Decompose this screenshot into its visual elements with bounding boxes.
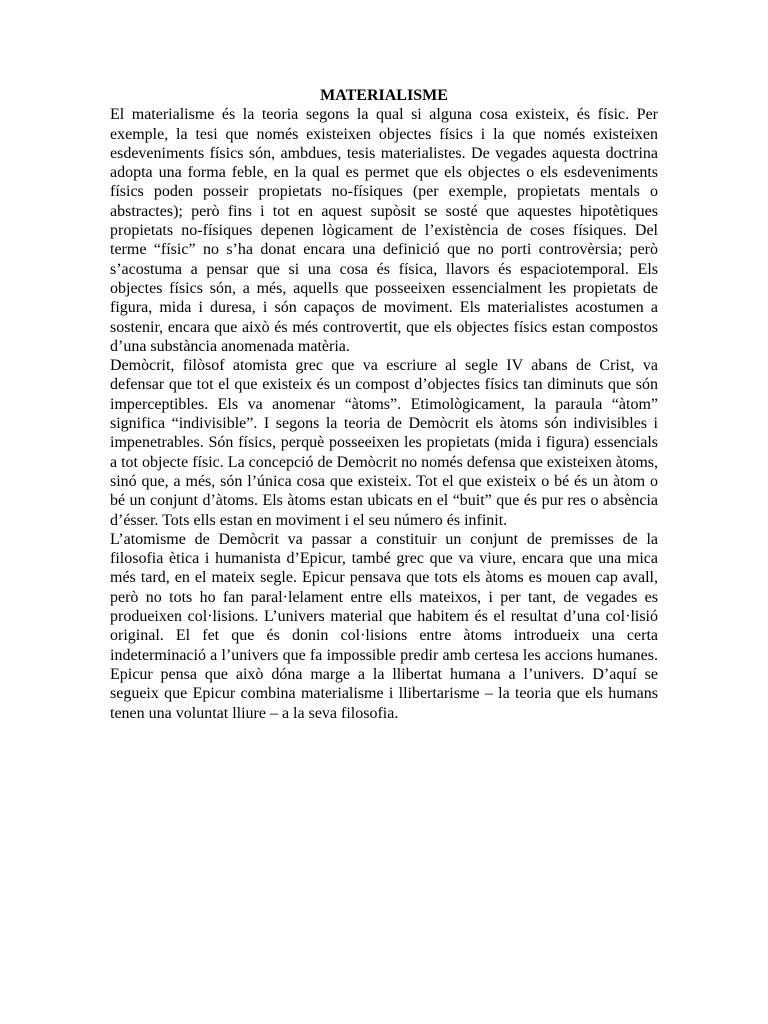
document-title: MATERIALISME [320, 87, 448, 104]
paragraph-epicurus: L’atomisme de Demòcrit va passar a constituir un conjunt de premisses de la filosofia ètica i humanista d’Epicur, també grec que va viure, encara que una mica més tard, en el mateix segle. Epicur pensava que tots els àtoms es mouen cap avall, però no tots ho fan paral·lelament entre ells mateixos, i per tant, de vegades es produeixen col·lisions. L’univers material que habitem és el resultat d’una col·lisió original. El fet que és donin col·lisions entre àtoms introdueix una certa indeterminació a l’univers que fa impossible predir amb certesa les accions humanes. Epicur pensa que això dóna marge a la llibertat humana a l’univers. D’aquí se segueix que Epicur combina materialisme i llibertarisme – la teoria que els humans tenen una voluntat lliure – a la seva filosofia. [110, 530, 658, 722]
document-page [110, 86, 658, 723]
paragraph-materialism-definition: El materialisme és la teoria segons la qual si alguna cosa existeix, és físic. Per exemple, la tesi que només existeixen objectes físics i la que només existeixen esdeveniments físics són, ambdues, tesis materialistes. De vegades aquesta doctrina adopta una forma feble, en la qual es permet que els objectes o els esdeveniments físics poden posseir propietats no-físiques (per exemple, propietats mentals o abstractes); però fins i tot en aquest supòsit se sosté que aquestes hipotètiques propietats no-físiques depenen lògicament de l’existència de coses físiques. Del terme “físic” no s’ha donat encara una definició que no porti controvèrsia; però s’acostuma a pensar que si una cosa és física, llavors és espaciotemporal. Els objectes físics són, a més, aquells que posseeixen essencialment les propietats de figura, mida i duresa, i són capaços de moviment. Els materialistes acostumen a sostenir, encara que això és més controvertit, que els objectes físics estan compostos d’una substància anomenada matèria. [110, 106, 658, 355]
paragraph-democritus: Demòcrit, filòsof atomista grec que va escriure al segle IV abans de Crist, va defensar que tot el que existeix és un compost d’objectes físics tan diminuts que són imperceptibles. Els va anomenar “àtoms”. Etimològicament, la paraula “àtom” significa “indivisible”. I segons la teoria de Demòcrit els àtoms són indivisibles i impenetrables. Són físics, perquè posseeixen les propietats (mida i figura) essencials a tot objecte físic. La concepció de Demòcrit no només defensa que existeixen àtoms, sinó que, a més, són l’única cosa que existeix. Tot el que existeix o bé és un àtom o bé un conjunt d’àtoms. Els àtoms estan ubicats en el “buit” que és pur res o absència d’ésser. Tots ells estan en moviment i el seu número és infinit. [110, 357, 658, 529]
